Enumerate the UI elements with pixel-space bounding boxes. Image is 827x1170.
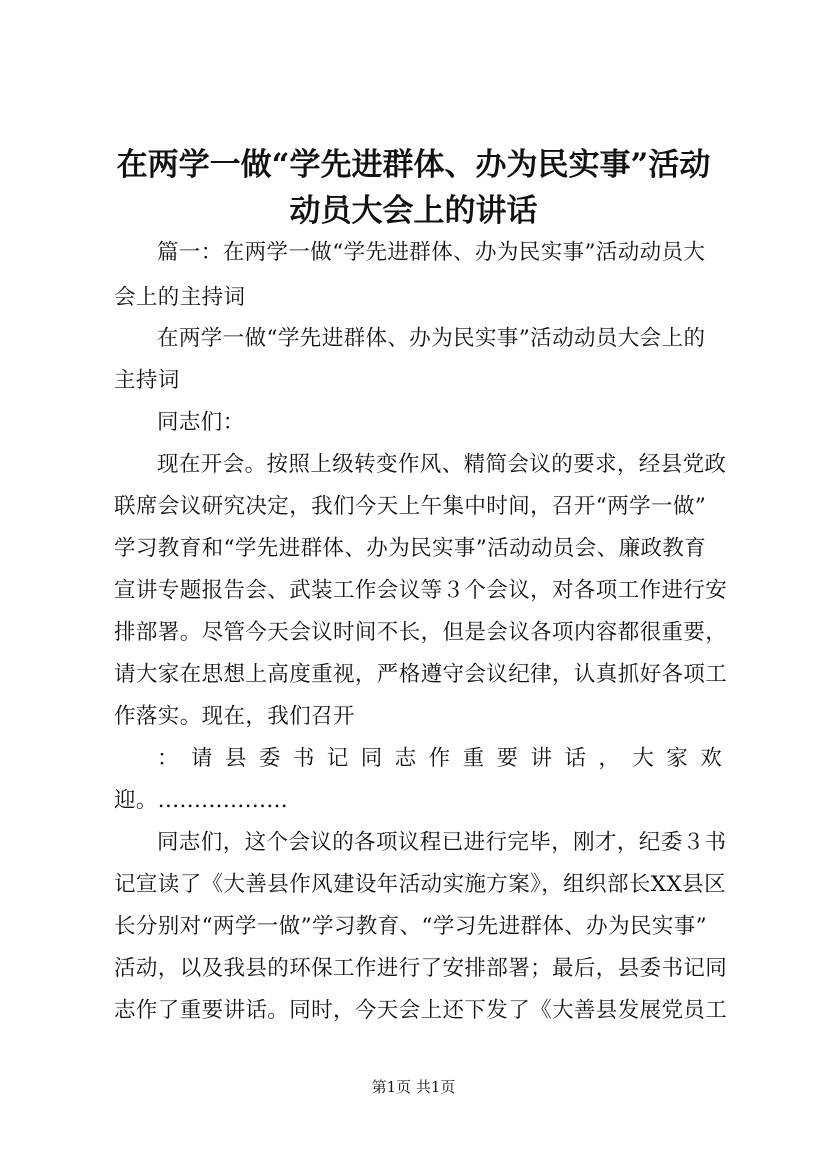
spread-char: 大 [632,746,654,771]
body-line: 长分别对“两学一做”学习教育、“学习先进群体、办为民实事” [114,914,708,939]
page-number-footer: 第1页 共1页 [371,1078,456,1096]
body-line: 志作了重要讲话。同时，今天会上还下发了《大善县发展党员工 [114,998,728,1023]
spread-char: 请 [190,746,213,771]
document-title-line-2: 动员大会上的讲话 [289,193,538,229]
spread-char: 话 [564,746,586,771]
body-line: 排部署。尽管今天会议时间不长，但是会议各项内容都很重要， [114,620,728,645]
spread-char: 重 [462,746,485,771]
body-line: 篇一：在两学一做“学先进群体、办为民实事”活动动员大 [157,240,706,265]
spread-char: 县 [224,746,247,771]
spread-char: 同 [360,746,383,771]
body-line: 联席会议研究决定，我们今天上午集中时间，召开“两学一做” [114,494,707,519]
spread-char: 要 [496,746,519,771]
body-line: 作落实。现在，我们召开 [114,704,355,729]
spread-char: ， [598,746,620,771]
body-line: 宣讲专题报告会、武装工作会议等３个会议，对各项工作进行安 [114,578,728,603]
body-line: 主持词 [114,368,180,393]
body-line: 请大家在思想上高度重视，严格遵守会议纪律，认真抓好各项工 [114,662,728,687]
spread-char: 欢 [700,746,722,771]
document-title-line-1: 在两学一做“学先进群体、办为民实事”活动 [116,147,711,183]
body-line: 在两学一做“学先进群体、办为民实事”活动动员大会上的 [157,326,706,351]
body-line: 迎。.................. [114,788,289,813]
body-line: 会上的主持词 [114,285,246,310]
spread-char: ： [157,746,179,771]
body-line-justified [157,744,722,774]
spread-char: 记 [326,746,349,771]
salutation: 同志们： [157,410,245,435]
body-line: 活动，以及我县的环保工作进行了安排部署；最后，县委书记同 [114,956,728,981]
spread-char: 作 [428,746,451,771]
spread-char: 委 [258,746,281,771]
body-line: 记宣读了《大善县作风建设年活动实施方案》，组织部长XX县区 [114,872,726,897]
spread-char: 家 [666,746,688,771]
spread-char: 志 [394,746,417,771]
body-line: 学习教育和“学先进群体、办为民实事”活动动员会、廉政教育 [114,536,707,561]
spread-char: 讲 [530,746,552,771]
body-line: 现在开会。按照上级转变作风、精简会议的要求，经县党政 [157,452,727,477]
spread-char: 书 [292,746,315,771]
body-line: 同志们，这个会议的各项议程已进行完毕，刚才，纪委３书 [157,830,727,855]
